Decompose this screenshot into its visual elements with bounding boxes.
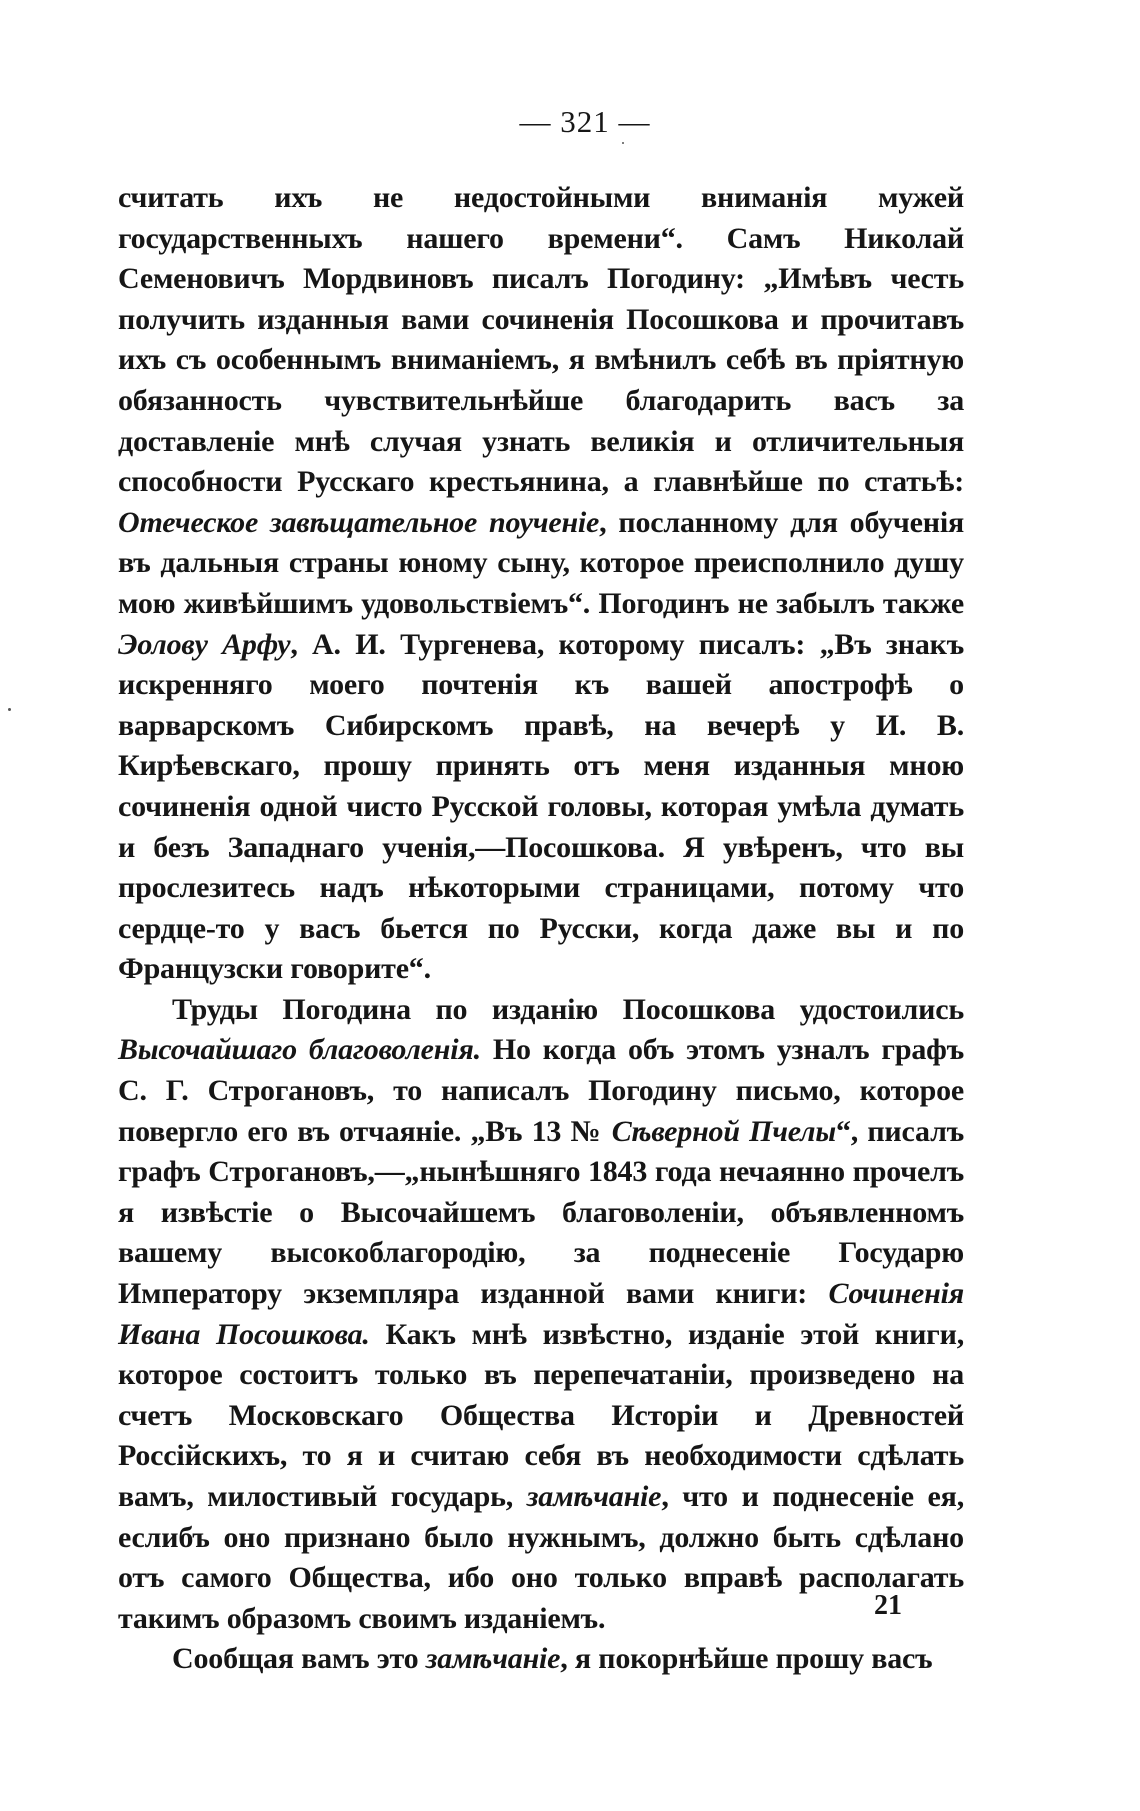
text-run: Труды Погодина по изданію Посошкова удостоились (172, 992, 964, 1026)
print-speck (8, 708, 11, 711)
text-run: , посланному для обученія въ дальныя страны юному сыну, которое преисполнило душу мою живѣйшимъ удовольствіемъ“. Погодинъ не забылъ также (118, 505, 965, 620)
text-run: , я покорнѣйше прошу васъ (560, 1642, 933, 1676)
text-run: Но когда объ этомъ узналъ графъ С. Г. Строгановъ, то написалъ Погодину письмо, которое повергло его въ отчаяніе. „Въ 13 № (118, 1033, 964, 1148)
signature-mark: 21 (874, 1590, 902, 1621)
text-run: Сообщая вамъ это (172, 1642, 426, 1676)
page-body (118, 178, 964, 1680)
text-run: “, писалъ графъ Строгановъ,—„нынѣшняго 1843 года нечаянно прочелъ я извѣстіе о Высочайшемъ благоволеніи, объявленномъ вашему высокоблагородію, за поднесеніе Государю Императору экземпляра изданной вами книги: (118, 1114, 964, 1311)
print-speck (622, 142, 624, 144)
italic-title: Эолову Арфу (118, 627, 291, 661)
italic-word: замѣчаніе (425, 1642, 561, 1676)
page-header (0, 104, 1140, 140)
text-run: считать ихъ не недостойными вниманія мужей государственныхъ нашего времени“. Самъ Николай Семеновичъ Мордвиновъ писалъ Погодину: „Имѣвъ честь получить изданныя вами сочиненія Посошкова и прочитавъ ихъ съ особеннымъ вниманіемъ, я вмѣнилъ себѣ въ пріятную обязанность чувствительнѣйше благодарить васъ за доставленіе мнѣ случая узнать великія и отличительныя способности Русскаго крестьянина, а главнѣйше по статьѣ: (118, 181, 964, 499)
text-run: , что и поднесеніе ея, еслибъ оно признано было нужнымъ, должно быть сдѣлано отъ самого Общества, ибо оно только вправѣ располагать такимъ образомъ своимъ изданіемъ. (118, 1480, 964, 1635)
text-run: Какъ мнѣ извѣстно, изданіе этой книги, которое состоитъ только въ перепечатаніи, произведено на счетъ Московскаго Общества Исторіи и Древностей Россійскихъ, то я и считаю себя въ необходимости сдѣлать вамъ, милостивый государь, (118, 1317, 964, 1513)
italic-title: Сочиненія Ивана Посошкова. (118, 1277, 964, 1351)
paragraph-3 (118, 1639, 964, 1680)
paragraph-1 (118, 178, 964, 990)
italic-phrase: Высочайшаго благоволенія. (118, 1033, 481, 1067)
text-run: , А. И. Тургенева, которому писалъ: „Въ знакъ искренняго моего почтенія къ вашей апострофѣ о варварскомъ Сибирскомъ правѣ, на вечерѣ у И. В. Кирѣевскаго, прошу принять отъ меня изданныя мною сочиненія одной чисто Русской головы, которая умѣла думать и безъ Западнаго ученія,—Посошкова. Я увѣренъ, что вы прослезитесь надъ нѣкоторыми страницами, потому что сердце-то у васъ бьется по Русски, когда даже вы и по Французски говорите“. (118, 627, 965, 986)
italic-title: Сѣверной Пчелы (611, 1114, 836, 1148)
italic-word: замѣчаніе (526, 1480, 662, 1513)
italic-title: Отеческое завѣщательное поученіе (118, 505, 600, 539)
paragraph-2 (118, 990, 964, 1640)
page-number: — 321 — (519, 104, 651, 139)
